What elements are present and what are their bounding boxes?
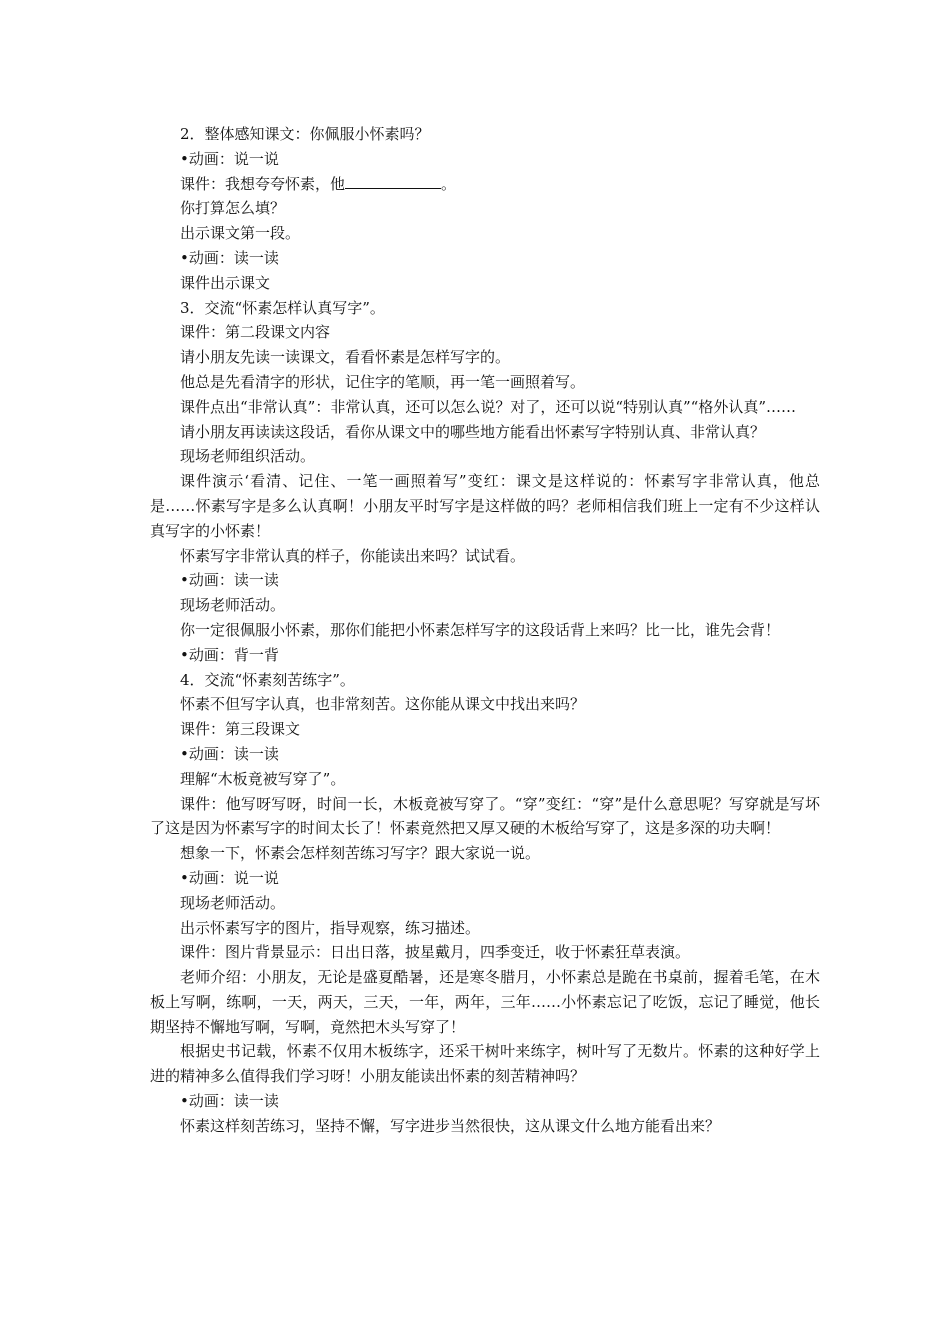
lesson-body (150, 122, 820, 1139)
fill-blank-prompt: 课件：我想夸夸怀素，他 (180, 174, 346, 193)
paragraph: 怀素写字非常认真的样子，你能读出来吗？试试看。 (180, 546, 526, 565)
paragraph: 现场老师活动。 (180, 596, 286, 615)
paragraph: 出示课文第一段。 (180, 224, 301, 243)
paragraph: 课件：他写呀写呀，时间一长，木板竟被写穿了。“穿”变红：“穿”是什么意思呢？写穿就是写坏了这是因为怀素写字的时间太长了！怀素竟然把又厚又硬的木板给写穿了，这是多深的功夫啊！ (150, 794, 820, 838)
paragraph: 怀素不但写字认真，也非常刻苦。这你能从课文中找出来吗？ (180, 695, 586, 714)
paragraph: 根据史书记载，怀素不仅用木板练字，还采干树叶来练字，树叶写了无数片。怀素的这种好学上进的精神多么值得我们学习呀！小朋友能读出怀素的刻苦精神吗？ (150, 1042, 820, 1086)
animation-cue: •动画：读一读 (180, 1092, 279, 1111)
paragraph: 课件：第二段课文内容 (180, 323, 331, 342)
section-heading: 2．整体感知课文：你佩服小怀素吗？ (180, 125, 430, 143)
animation-cue: •动画：说一说 (180, 868, 279, 887)
fill-blank-line (345, 174, 441, 189)
paragraph: 他总是先看清字的形状，记住字的笔顺，再一笔一画照着写。 (180, 372, 586, 391)
fill-blank-suffix: 。 (441, 174, 457, 193)
animation-cue: •动画：读一读 (180, 248, 279, 267)
paragraph: 请小朋友再读读这段话，看你从课文中的哪些地方能看出怀素写字特别认真、非常认真？ (180, 422, 766, 441)
section-heading: 4．交流“怀素刻苦练字”。 (180, 670, 355, 689)
paragraph: 老师介绍：小朋友，无论是盛夏酷暑，还是寒冬腊月，小怀素总是跪在书桌前，握着毛笔，在木板上写啊，练啊，一天，两天，三天，一年，两年，三年……小怀素忘记了吃饭，忘记了睡觉，他长期坚持不懈地写啊，写啊，竟然把木头写穿了！ (150, 968, 820, 1036)
paragraph: 课件出示课文 (180, 273, 271, 292)
paragraph: 现场老师组织活动。 (180, 447, 316, 466)
paragraph: 课件：图片背景显示：日出日落，披星戴月，四季变迁，收于怀素狂草表演。 (180, 943, 691, 962)
paragraph: 怀素这样刻苦练习，坚持不懈，写字进步当然很快，这从课文什么地方能看出来？ (180, 1116, 721, 1135)
paragraph: 课件演示‘看清、记住、一笔一画照着写”变红：课文是这样说的：怀素写字非常认真，他总是……怀素写字是多么认真啊！小朋友平时写字是这样做的吗？老师相信我们班上一定有不少这样认真写字的小怀素！ (150, 472, 820, 540)
paragraph: 想象一下，怀素会怎样刻苦练习写字？跟大家说一说。 (180, 844, 541, 863)
animation-cue: •动画：读一读 (180, 571, 279, 590)
paragraph: 课件：第三段课文 (180, 720, 301, 739)
animation-cue: •动画：说一说 (180, 149, 279, 168)
courseware-fill-blank (150, 172, 820, 197)
paragraph: 你一定很佩服小怀素，那你们能把小怀素怎样写字的这段话背上来吗？比一比，谁先会背！ (180, 620, 781, 639)
paragraph: 请小朋友先读一读课文，看看怀素是怎样写字的。 (180, 348, 511, 367)
animation-cue: •动画：读一读 (180, 744, 279, 763)
paragraph: 课件点出“非常认真”：非常认真，还可以怎么说？对了，还可以说“特别认真”“格外认真”…… (180, 397, 797, 416)
section-heading: 3．交流“怀素怎样认真写字”。 (180, 298, 385, 317)
paragraph: 你打算怎么填？ (180, 199, 286, 218)
paragraph: 理解“木板竟被写穿了”。 (180, 769, 346, 788)
paragraph: 现场老师活动。 (180, 893, 286, 912)
animation-cue: •动画：背一背 (180, 645, 279, 664)
paragraph: 出示怀素写字的图片，指导观察，练习描述。 (180, 918, 481, 937)
